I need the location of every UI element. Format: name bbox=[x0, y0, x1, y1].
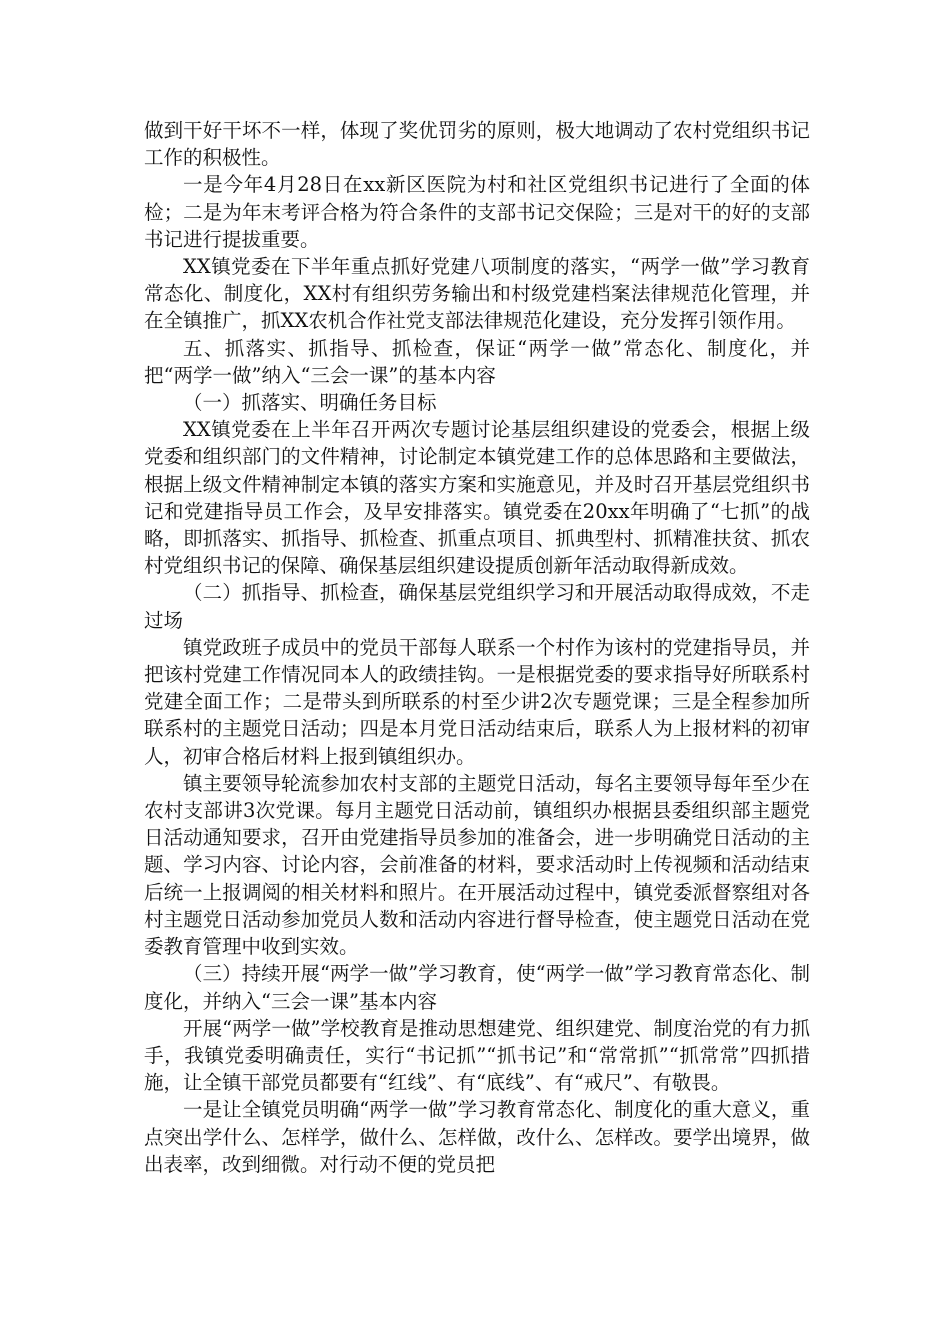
paragraph-3: XX镇党委在下半年重点抓好党建八项制度的落实，“两学一做”学习教育常态化、制度化，XX村有组织劳务输出和村级党建档案法律规范化管理，并在全镇推广，抓XX农机合作社党支部法律规范化建设，充分发挥引领作用。 bbox=[144, 255, 810, 333]
subheading-1: （一）抓落实、明确任务目标 bbox=[183, 391, 437, 415]
subheading-2: （二）抓指导、抓检查，确保基层党组织学习和开展活动取得成效，不走过场 bbox=[144, 581, 810, 632]
paragraph-6: XX镇党委在上半年召开两次专题讨论基层组织建设的党委会，根据上级党委和组织部门的文件精神，讨论制定本镇党建工作的总体思路和主要做法，根据上级文件精神制定本镇的落实方案和实施意见，并及时召开基层党组织书记和党建指导员工作会，及早安排落实。镇党委在20xx年明确了“七抓”的战略，即抓落实、抓指导、抓检查、抓重点项目、抓典型村、抓精准扶贫、抓农村党组织书记的保障、确保基层组织建设提质创新年活动取得新成效。 bbox=[144, 418, 810, 578]
paragraph-8: 镇党政班子成员中的党员干部每人联系一个村作为该村的党建指导员，并把该村党建工作情况同本人的政绩挂钩。一是根据党委的要求指导好所联系村党建全面工作；二是带头到所联系的村至少讲2次专题党课；三是全程参加所联系村的主题党日活动；四是本月党日活动结束后，联系人为上报材料的初审人，初审合格后材料上报到镇组织办。 bbox=[144, 635, 810, 768]
document-body bbox=[144, 117, 810, 1178]
paragraph-2: 一是今年4月28日在xx新区医院为村和社区党组织书记进行了全面的体检；二是为年末考评合格为符合条件的支部书记交保险；三是对干的好的支部书记进行提拔重要。 bbox=[144, 173, 810, 251]
paragraph-11: 开展“两学一做”学校教育是推动思想建党、组织建党、制度治党的有力抓手，我镇党委明确责任，实行“书记抓”“抓书记”和“常常抓”“抓常常”四抓措施，让全镇干部党员都要有“红线”、有“底线”、有“戒尺”、有敬畏。 bbox=[144, 1016, 810, 1095]
section-heading-5: 五、抓落实、抓指导、抓检查，保证“两学一做”常态化、制度化，并把“两学一做”纳入“三会一课”的基本内容 bbox=[144, 336, 810, 387]
paragraph-9: 镇主要领导轮流参加农村支部的主题党日活动，每名主要领导每年至少在农村支部讲3次党课。每月主题党日活动前，镇组织办根据县委组织部主题党日活动通知要求，召开由党建指导员参加的准备会，进一步明确党日活动的主题、学习内容、讨论内容，会前准备的材料，要求活动时上传视频和活动结束后统一上报调阅的相关材料和照片。在开展活动过程中，镇党委派督察组对各村主题党日活动参加党员人数和活动内容进行督导检查，使主题党日活动在党委教育管理中收到实效。 bbox=[144, 771, 810, 959]
subheading-3: （三）持续开展“两学一做”学习教育，使“两学一做”学习教育常态化、制度化，并纳入“三会一课”基本内容 bbox=[144, 962, 810, 1013]
paragraph-12: 一是让全镇党员明确“两学一做”学习教育常态化、制度化的重大意义，重点突出学什么、怎样学，做什么、怎样做，改什么、怎样改。要学出境界，做出表率，改到细微。对行动不便的党员把 bbox=[144, 1098, 810, 1176]
paragraph-1: 做到干好干坏不一样，体现了奖优罚劣的原则，极大地调动了农村党组织书记工作的积极性。 bbox=[144, 119, 810, 170]
